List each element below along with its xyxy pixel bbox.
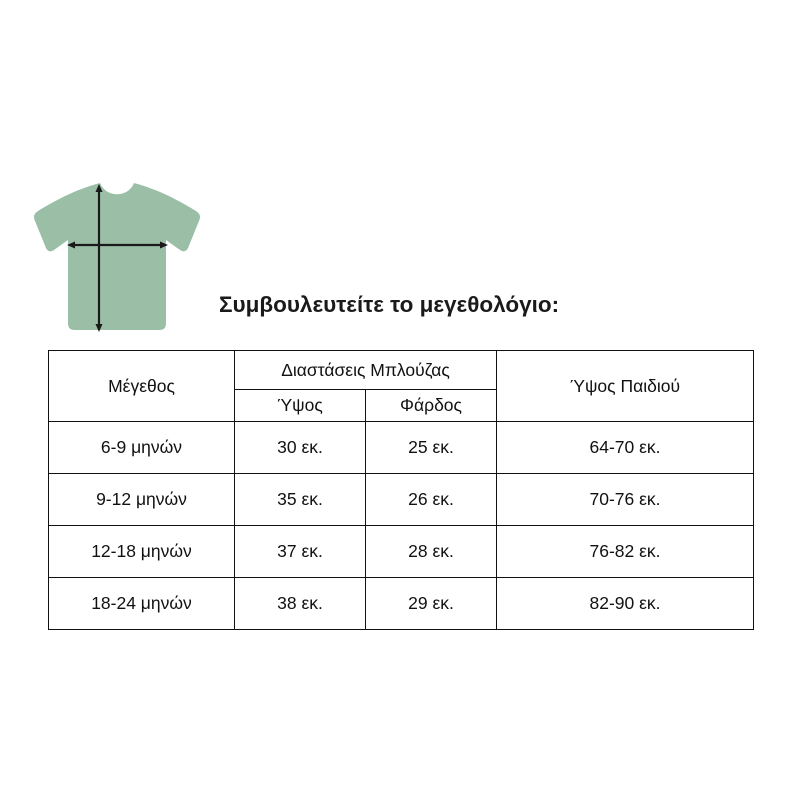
tshirt-icon [28,178,248,333]
cell-size: 12-18 μηνών [49,526,235,578]
tshirt-shape [34,183,200,330]
cell-size: 6-9 μηνών [49,422,235,474]
cell-shirt-width: 25 εκ. [366,422,497,474]
cell-child-height: 70-76 εκ. [497,474,754,526]
column-header-size: Μέγεθος [49,351,235,422]
table-header [49,351,754,422]
size-table [48,350,754,630]
cell-shirt-length: 35 εκ. [235,474,366,526]
cell-shirt-width: 28 εκ. [366,526,497,578]
table-row [49,578,754,630]
page-title: Συμβουλευτείτε το μεγεθολόγιο: [219,292,560,317]
table-header-row-main [49,351,754,390]
column-header-shirt-width: Φάρδος [366,390,497,422]
cell-child-height: 76-82 εκ. [497,526,754,578]
table-body [49,422,754,630]
column-header-group-shirt-dimensions: Διαστάσεις Μπλούζας [235,351,497,390]
cell-child-height: 64-70 εκ. [497,422,754,474]
column-header-shirt-length: Ύψος [235,390,366,422]
table-row [49,526,754,578]
size-table-container [48,350,753,630]
cell-shirt-width: 29 εκ. [366,578,497,630]
cell-shirt-width: 26 εκ. [366,474,497,526]
cell-shirt-length: 38 εκ. [235,578,366,630]
cell-child-height: 82-90 εκ. [497,578,754,630]
cell-size: 9-12 μηνών [49,474,235,526]
cell-shirt-length: 30 εκ. [235,422,366,474]
tshirt-measurement-diagram [28,178,248,333]
cell-shirt-length: 37 εκ. [235,526,366,578]
table-row [49,474,754,526]
table-row [49,422,754,474]
column-header-child-height: Ύψος Παιδιού [497,351,754,422]
cell-size: 18-24 μηνών [49,578,235,630]
